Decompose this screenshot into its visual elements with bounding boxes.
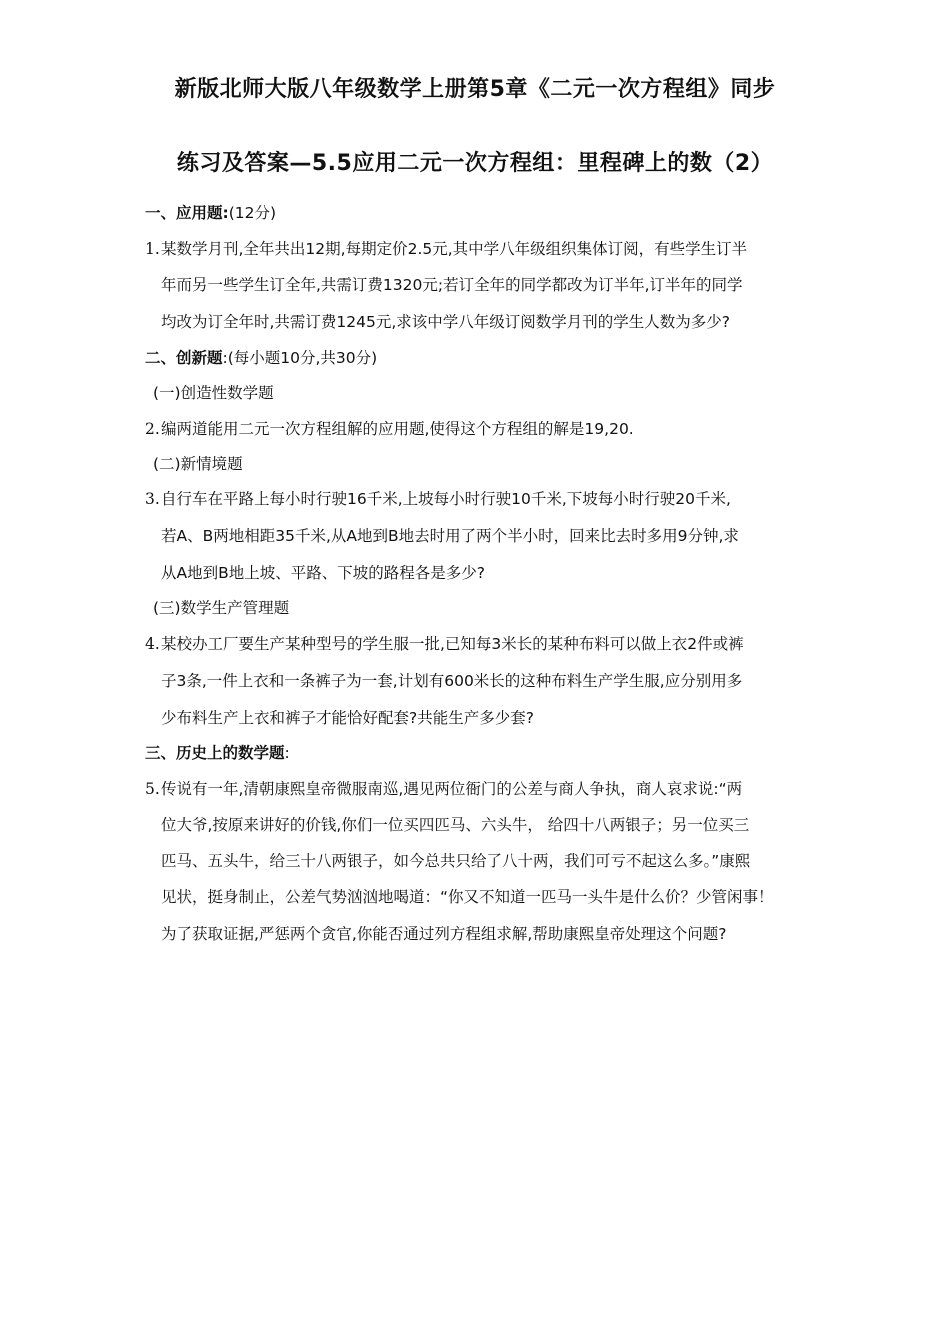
document-title-line-1: 新版北师大版八年级数学上册第5章《二元一次方程组》同步 [174, 77, 776, 102]
section-title: 二、创新题 [145, 349, 223, 367]
section-note: :(每小题10分,共30分) [222, 349, 378, 367]
question-4-line-3: 少布料生产上衣和裤子才能恰好配套?共能生产多少套? [161, 709, 534, 727]
subsection-creative: (一)创造性数学题 [153, 384, 274, 402]
section-heading-applied [145, 202, 276, 224]
question-number: 5. [145, 780, 160, 798]
section-heading-history [145, 742, 290, 764]
question-2-line-1: 编两道能用二元一次方程组解的应用题,使得这个方程组的解是19,20. [161, 420, 634, 438]
section-heading-innovation [145, 347, 377, 369]
question-1-line-3: 均改为订全年时,共需订费1245元,求该中学八年级订阅数学月刊的学生人数为多少? [161, 313, 731, 331]
question-1-line-2: 年而另一些学生订全年,共需订费1320元;若订全年的同学都改为订半年,订半年的同学 [161, 276, 743, 294]
section-title: 三、历史上的数学题 [145, 744, 285, 762]
question-4-line-1: 某校办工厂要生产某种型号的学生服一批,已知每3米长的某种布料可以做上衣2件或裤 [161, 635, 744, 653]
question-3-line-2: 若A、B两地相距35千米,从A地到B地去时用了两个半小时，回来比去时多用9分钟,求 [161, 527, 739, 545]
question-4-line-2: 子3条,一件上衣和一条裤子为一套,计划有600米长的这种布料生产学生服,应分别用多 [161, 672, 743, 690]
question-number: 2. [145, 420, 160, 438]
question-3-line-1: 自行车在平路上每小时行驶16千米,上坡每小时行驶10千米,下坡每小时行驶20千米, [161, 490, 731, 508]
question-number: 4. [145, 635, 160, 653]
question-number: 1. [145, 240, 160, 258]
question-5-line-1: 传说有一年,清朝康熙皇帝微服南巡,遇见两位衙门的公差与商人争执，商人哀求说:“两 [161, 780, 743, 798]
section-note: : [284, 744, 290, 762]
section-note: (12分) [228, 204, 277, 222]
question-1-line-1: 某数学月刊,全年共出12期,每期定价2.5元,其中学八年级组织集体订阅，有些学生订半 [161, 240, 748, 258]
section-title: 一、应用题: [145, 204, 229, 222]
subsection-production: (三)数学生产管理题 [153, 599, 290, 617]
question-5-line-2: 位大爷,按原来讲好的价钱,你们一位买四匹马、六头牛， 给四十八两银子；另一位买三 [161, 816, 750, 834]
question-number: 3. [145, 490, 160, 508]
question-5-line-4: 见状，挺身制止，公差气势汹汹地喝道：“你又不知道一匹马一头牛是什么价？少管闲事！ [161, 888, 774, 906]
question-5-line-3: 匹马、五头牛，给三十八两银子，如今总共只给了八十两，我们可亏不起这么多。”康熙 [161, 852, 751, 870]
document-title-line-2: 练习及答案—5.5应用二元一次方程组：里程碑上的数（2） [176, 151, 774, 176]
subsection-new-scenario: (二)新情境题 [153, 455, 243, 473]
question-5-line-5: 为了获取证据,严惩两个贪官,你能否通过列方程组求解,帮助康熙皇帝处理这个问题? [161, 925, 727, 943]
question-3-line-3: 从A地到B地上坡、平路、下坡的路程各是多少? [161, 564, 485, 582]
